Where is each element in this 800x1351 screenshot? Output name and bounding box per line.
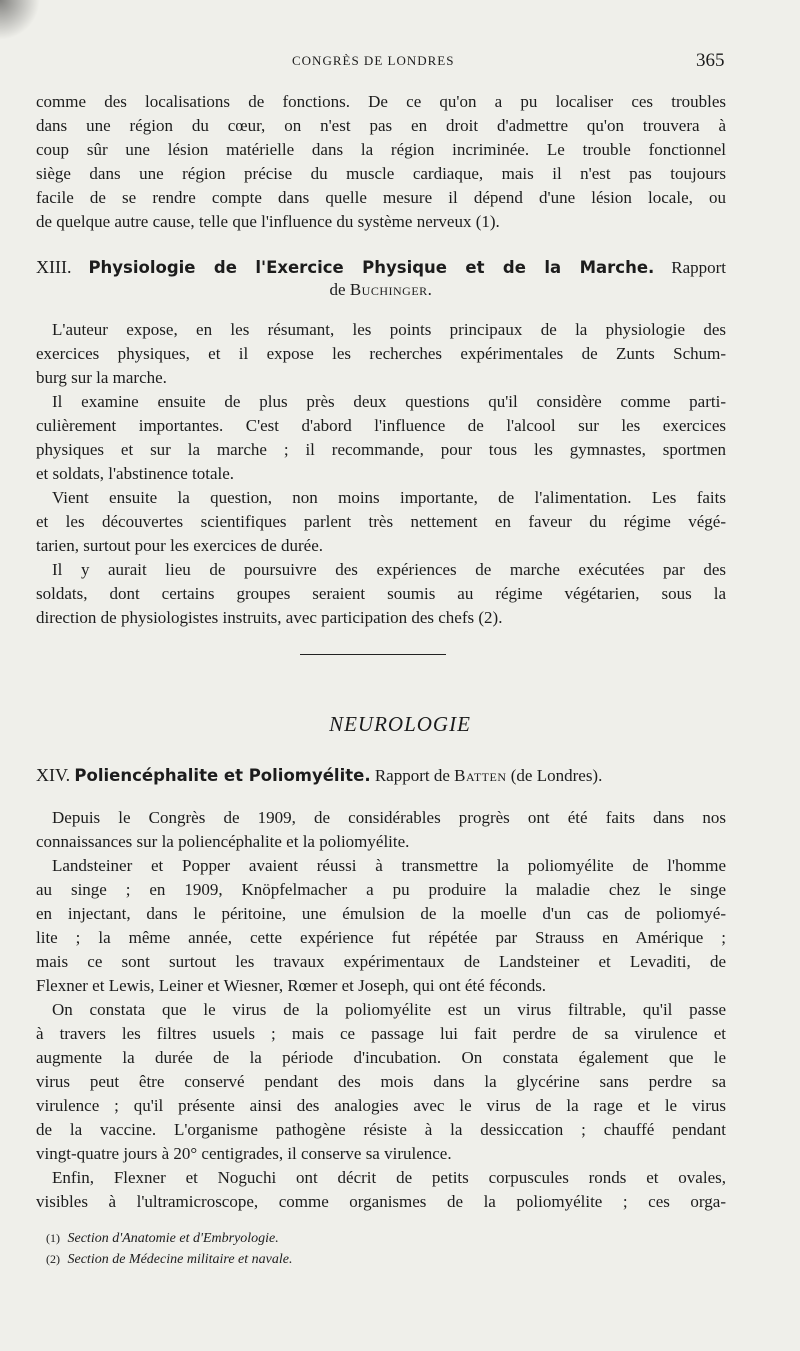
text-line: Flexner et Lewis, Leiner et Wiesner, Rœmer et Joseph, qui ont été féconds. [36, 976, 547, 995]
report-by: de [329, 280, 346, 299]
text-line: Vient ensuite la question, non moins importante, de l'alimentation. Les faits [52, 488, 726, 507]
text-line: tarien, surtout pour les exercices de durée. [36, 536, 323, 555]
text-line: mais ce sont surtout les travaux expérimentaux de Landsteiner et Levaditi, de [36, 952, 726, 971]
section-title: Poliencéphalite et Poliomyélite. [74, 766, 371, 785]
corner-shadow [0, 0, 40, 40]
intro-paragraph [36, 90, 726, 234]
footnotes [46, 1228, 292, 1270]
text-line: Enfin, Flexner et Noguchi ont décrit de petits corpuscules ronds et ovales, [52, 1168, 726, 1187]
section-divider [300, 654, 446, 655]
text-line: et les découvertes scientifiques parlent très nettement en faveur du régime végé- [36, 512, 726, 531]
footnote [46, 1249, 292, 1270]
section-14-heading [36, 765, 726, 786]
running-title: CONGRÈS DE LONDRES [292, 53, 455, 68]
text-line: facile de se rendre compte dans quelle mesure il dépend d'une lésion locale, ou [36, 188, 726, 207]
section-numeral: XIV. [36, 765, 71, 785]
section-author: Batten [454, 766, 507, 785]
text-line: burg sur la marche. [36, 368, 167, 387]
footnote-mark: (2) [46, 1252, 60, 1266]
section-numeral: XIII. [36, 257, 72, 277]
footnote-text: Section de Médecine militaire et navale. [67, 1252, 293, 1267]
text-line: Il y aurait lieu de poursuivre des expériences de marche exécutées par des [52, 560, 726, 579]
report-label: Rapport de [374, 766, 450, 785]
running-head [0, 50, 800, 74]
text-line: à travers les filtres usuels ; mais ce passage lui fait perdre de sa virulence et [36, 1024, 726, 1043]
text-line: direction de physiologistes instruits, avec participation des chefs (2). [36, 608, 503, 627]
text-line: au singe ; en 1909, Knöpfelmacher a pu produire la maladie chez le singe [36, 880, 726, 899]
page-number: 365 [696, 50, 725, 71]
text-line: de quelque autre cause, telle que l'influence du système nerveux (1). [36, 212, 500, 231]
text-line: physiques et sur la marche ; il recommande, pour tous les gymnastes, sportmen [36, 440, 726, 459]
footnote-text: Section d'Anatomie et d'Embryologie. [67, 1231, 279, 1246]
author-place: (de Londres). [510, 766, 603, 785]
section-13-heading [36, 257, 726, 300]
text-line: augmente la durée de la période d'incubation. On constata également que le [36, 1048, 726, 1067]
text-line: comme des localisations de fonctions. De ce qu'on a pu localiser ces troubles [36, 92, 726, 111]
text-line: soldats, dont certains groupes seraient soumis au régime végétarien, sous la [36, 584, 726, 603]
text-line: en injectant, dans le péritoine, une émulsion de la moelle d'un cas de poliomyé- [36, 904, 726, 923]
text-line: L'auteur expose, en les résumant, les points principaux de la physiologie des [52, 320, 726, 339]
text-line: virus peut être conservé pendant des mois dans la glycérine sans perdre sa [36, 1072, 726, 1091]
text-line: lite ; la même année, cette expérience fut répétée par Strauss en Amérique ; [36, 928, 726, 947]
text-line: siège dans une région précise du muscle cardiaque, mais il n'est pas toujours [36, 164, 726, 183]
text-line: connaissances sur la poliencéphalite et la poliomyélite. [36, 832, 410, 851]
section-13-body [36, 318, 726, 630]
text-line: visibles à l'ultramicroscope, comme organismes de la poliomyélite ; ces orga- [36, 1192, 726, 1211]
report-label: Rapport [671, 258, 727, 277]
text-line: Il examine ensuite de plus près deux questions qu'il considère comme parti- [52, 392, 726, 411]
chapter-heading: NEUROLOGIE [329, 712, 471, 736]
text-line: et soldats, l'abstinence totale. [36, 464, 235, 483]
section-14-body [36, 806, 726, 1214]
text-line: de la vaccine. L'organisme pathogène résiste à la dessiccation ; chauffé pendant [36, 1120, 726, 1139]
footnote [46, 1228, 292, 1249]
text-line: dans une région du cœur, on n'est pas en droit d'admettre qu'on trouvera à [36, 116, 726, 135]
text-line: On constata que le virus de la poliomyélite est un virus filtrable, qu'il passe [52, 1000, 726, 1019]
text-line: coup sûr une lésion matérielle dans la région incriminée. Le trouble fonctionnel [36, 140, 726, 159]
text-line: Depuis le Congrès de 1909, de considérables progrès ont été faits dans nos [52, 808, 726, 827]
text-line: exercices physiques, et il expose les recherches expérimentales de Zunts Schum- [36, 344, 726, 363]
text-line: Landsteiner et Popper avaient réussi à transmettre la poliomyélite de l'homme [52, 856, 726, 875]
footnote-mark: (1) [46, 1231, 60, 1245]
section-author: Buchinger. [349, 280, 433, 299]
text-line: virulence ; qu'il présente ainsi des analogies avec le virus de la rage et le virus [36, 1096, 726, 1115]
section-title: Physiologie de l'Exercice Physique et de la Marche. [88, 258, 655, 277]
text-line: culièrement importantes. C'est d'abord l'influence de l'alcool sur les exercices [36, 416, 726, 435]
text-line: vingt-quatre jours à 20° centigrades, il conserve sa virulence. [36, 1144, 452, 1163]
